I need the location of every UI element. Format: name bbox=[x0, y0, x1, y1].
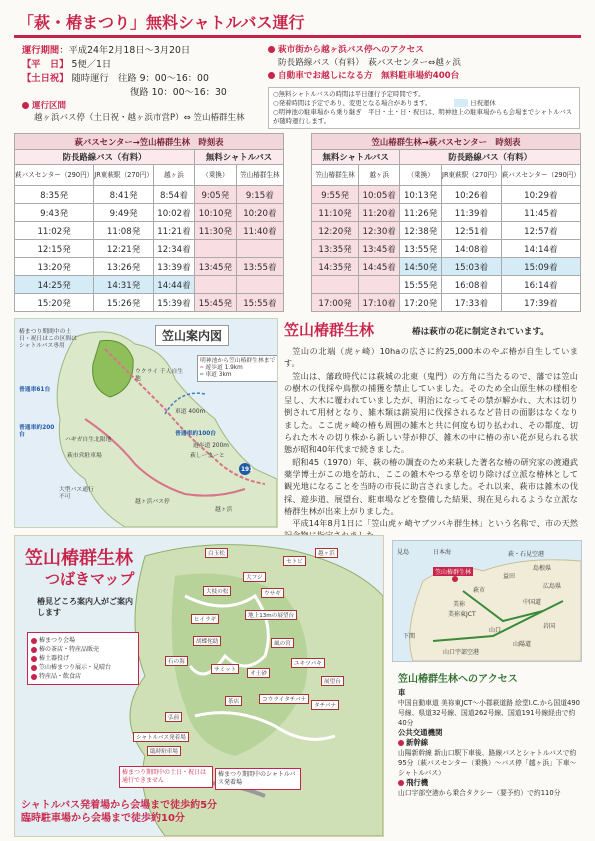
table-cell: 14:44着 bbox=[153, 276, 194, 294]
map-label: 萩しーまーと bbox=[190, 453, 225, 459]
tsubaki-map-legend bbox=[27, 632, 139, 685]
table-cell: 16:08着 bbox=[442, 276, 502, 294]
timetable-right bbox=[311, 133, 581, 312]
timetable-left bbox=[14, 133, 284, 312]
area-label: 萩・石見空港 bbox=[508, 551, 545, 558]
car-text: 中国自動車道 美祢東JCT～小郡萩道路 絵堂I.C.から国道490号線、県道32号線、国道262号線、国道191号線経由で約40分 bbox=[398, 699, 581, 727]
area-label: 島根県 bbox=[533, 565, 552, 572]
area-label: 山陽道 bbox=[513, 641, 532, 648]
table-left-title: 萩バスセンター→笠山椿群生林 時刻表 bbox=[15, 134, 284, 150]
map-spot: タチバナ bbox=[311, 700, 339, 710]
table-cell: 9:49発 bbox=[94, 204, 154, 222]
map-label: 遊歩道 200m bbox=[193, 443, 229, 449]
table-cell: 14:08着 bbox=[442, 240, 502, 258]
area-label: 萩市 bbox=[473, 587, 486, 594]
route-section bbox=[22, 100, 262, 124]
area-label: 山口宇部空港 bbox=[443, 649, 480, 656]
legend-item: 笠山椿まつり展示・見晴台 bbox=[39, 664, 112, 671]
table-row bbox=[312, 204, 581, 222]
table-cell: 8:41発 bbox=[94, 186, 154, 204]
table-cell: 15:55着 bbox=[236, 294, 283, 312]
table-cell: 12:20発 bbox=[312, 222, 359, 240]
map-label: ウクライ 千人自生地 bbox=[135, 369, 184, 382]
tsubaki-map-notice2: 椿まつり期間中のシャトルバス発着場 bbox=[215, 768, 301, 790]
access-line2: 防長路線バス（有料） 萩バスセンター⇔越ヶ浜 bbox=[278, 58, 462, 68]
area-map bbox=[392, 540, 582, 662]
col-header: 笠山椿群生林 bbox=[312, 165, 359, 186]
tsubaki-map-notice: 椿まつり期間中の土日・祝日は通行できません bbox=[119, 766, 213, 788]
table-row bbox=[15, 276, 284, 294]
table-row bbox=[15, 204, 284, 222]
pin-icon bbox=[268, 46, 275, 53]
area-label-highlight: 笠山椿群生林 bbox=[435, 569, 472, 576]
table-cell: 12:57着 bbox=[501, 222, 580, 240]
paragraph: 平成14年8月1日に「笠山虎ヶ崎ヤブツバキ群生林」という名称で、市の天然 bbox=[292, 518, 578, 529]
col-header: 萩バスセンター（290円） bbox=[501, 165, 580, 186]
col-header: JR東萩駅（270円） bbox=[442, 165, 502, 186]
table-row bbox=[15, 294, 284, 312]
area-label: 美祢東JCT bbox=[448, 611, 476, 618]
table-left-group-a: 防長路線バス（有料） bbox=[15, 150, 195, 165]
map-spot: オ土砂 bbox=[247, 668, 270, 678]
table-cell: 12:30着 bbox=[359, 222, 400, 240]
notes-box: ○無料シャトルバスの時間は平日運行予定時間です。 ○発着時間は予定であり、変更となる場合があります。 日祝運休 ○明神池の駐車場から乗り継ぎ 平日・土・日・祝日は、明神池上の駐車場からも会場までシャトルバスが随時運行します。 bbox=[268, 87, 580, 129]
area-label: 日本海 bbox=[433, 549, 452, 556]
route-label: 運行区間 bbox=[32, 101, 67, 111]
page-title: 「萩・椿まつり」無料シャトルバス運行 bbox=[18, 13, 305, 32]
table-cell: 9:05発 bbox=[195, 186, 237, 204]
map-spot: ユキツバキ bbox=[291, 658, 325, 668]
map-spot: 風の宮 bbox=[271, 638, 294, 648]
table-cell: 17:00発 bbox=[312, 294, 359, 312]
table-cell bbox=[312, 276, 359, 294]
table-row bbox=[312, 240, 581, 258]
area-label: 広島県 bbox=[543, 583, 562, 590]
table-cell: 10:10発 bbox=[195, 204, 237, 222]
map-label: 普通車約100台 bbox=[175, 431, 217, 437]
table-cell: 9:55発 bbox=[312, 186, 359, 204]
table-cell: 11:10発 bbox=[312, 204, 359, 222]
paragraph: 笠山の北端（虎ヶ崎）10haの広さに約25,000本のやぶ椿が自生しています。 bbox=[284, 346, 578, 369]
table-cell: 10:29着 bbox=[501, 186, 580, 204]
area-map-drawing bbox=[393, 541, 581, 661]
table-right-group-a: 無料シャトルバス bbox=[312, 150, 400, 165]
table-cell: 13:20発 bbox=[15, 258, 94, 276]
table-cell: 13:55着 bbox=[236, 258, 283, 276]
table-cell: 13:35発 bbox=[312, 240, 359, 258]
table-cell: 15:55発 bbox=[400, 276, 442, 294]
table-cell: 15:45発 bbox=[195, 294, 237, 312]
map-label: 車道 3km bbox=[205, 372, 232, 378]
walk-line-1: シャトルバス発着場から会場まで徒歩約5分 bbox=[21, 800, 218, 811]
table-cell: 10:02着 bbox=[153, 204, 194, 222]
table-cell: 15:39着 bbox=[153, 294, 194, 312]
car-label: 車 bbox=[398, 688, 406, 697]
table-cell: 11:45着 bbox=[501, 204, 580, 222]
map-label: 普通車約200台 bbox=[19, 425, 55, 438]
table-cell: 11:30発 bbox=[195, 222, 237, 240]
paragraph: 昭和45（1970）年、萩の椿の調査のため来萩した著名な椿の研究家の渡邉武薬学博士がこの地を訪れ、ここの雑木やつる草を切り除けば立派な椿林として観光地になることを当時の市長に助言されました。それ以来、萩市は雑木の伐採、遊歩道、展望台、駐車場などを整備した結果、現在見られるような立派な椿群生林が出来上がりました。 bbox=[284, 456, 578, 516]
map-spot: 大枝の松 bbox=[203, 586, 231, 596]
table-row bbox=[312, 186, 581, 204]
table-cell: 10:05着 bbox=[359, 186, 400, 204]
walk-line-2: 臨時駐車場から会場まで徒歩約10分 bbox=[21, 813, 185, 824]
table-cell bbox=[195, 276, 237, 294]
table-cell: 10:13発 bbox=[400, 186, 442, 204]
shinkansen-label: 新幹線 bbox=[406, 738, 429, 747]
table-cell: 11:40着 bbox=[236, 222, 283, 240]
map-spot: 越ヶ浜 bbox=[315, 548, 338, 558]
col-header: JR東萩駅（270円） bbox=[94, 165, 154, 186]
period-value: ：平成24年2月18日～3月20日 bbox=[59, 45, 191, 56]
legend-item: 椿まつり会場 bbox=[39, 637, 76, 644]
table-row bbox=[15, 240, 284, 258]
table-cell: 10:20着 bbox=[236, 204, 283, 222]
table-cell: 8:54着 bbox=[153, 186, 194, 204]
table-cell: 17:20発 bbox=[400, 294, 442, 312]
pin-icon bbox=[22, 102, 29, 109]
table-cell bbox=[236, 276, 283, 294]
out-label: 往路 bbox=[117, 73, 137, 84]
kasayama-note: 椿は萩市の花に制定されています。 bbox=[412, 327, 549, 337]
map-label: 普通車61台 bbox=[19, 387, 51, 393]
car-icon bbox=[268, 72, 275, 79]
tsubaki-map-title: 笠山椿群生林 bbox=[25, 548, 133, 569]
table-right-title: 笠山椿群生林→萩バスセンター 時刻表 bbox=[312, 134, 581, 150]
table-cell: 11:21着 bbox=[153, 222, 194, 240]
shinkansen-text: 山陽新幹線 新山口駅下車後、路線バスとシャトルバスで約95分（萩バスセンター（乗換）～バス停「越ヶ浜」下車～シャトルバス） bbox=[398, 749, 577, 777]
access-info bbox=[398, 688, 580, 798]
table-cell: 12:15発 bbox=[15, 240, 94, 258]
table-row bbox=[15, 222, 284, 240]
table-cell: 17:33着 bbox=[442, 294, 502, 312]
paragraph: 笠山は、藩政時代には萩城の北東（鬼門）の方角に当たるので、藩では笠山の樹木の伐採や鳥獣の捕獲を禁止していました。そのため全山原生林の様相を呈し、大木に覆われていましたが、明治になってその禁が解かれ、大木は切り倒されて用材となり、雑木類は薪炭用に伐採されるなど昔日の面影はなくなりました。ここ虎ヶ崎の椿も周囲の雑木と共に何度も切り払われ、その都度、切られた木々の切り株から新しい芽が伸び、雑木の中に椿の赤い花が見られる状態が昭和40年代まで続きました。 bbox=[284, 370, 578, 455]
legend-item: 特産品・飲食店 bbox=[39, 673, 82, 680]
holiday-value: 随時運行 bbox=[71, 73, 109, 84]
map-label: 萩市営駐車場 bbox=[67, 453, 102, 459]
map-spot: 茶店 bbox=[225, 696, 242, 706]
col-header: 越ヶ浜 bbox=[359, 165, 400, 186]
area-label: 山口 bbox=[489, 627, 502, 634]
table-cell: 15:26発 bbox=[94, 294, 154, 312]
table-cell: 11:39着 bbox=[442, 204, 502, 222]
area-label: 中国道 bbox=[523, 599, 542, 606]
note-1: 無料シャトルバスの時間は平日運行予定時間です。 bbox=[278, 90, 425, 98]
table-cell: 17:10着 bbox=[359, 294, 400, 312]
map-route-legend: 明神池から笠山椿群生林まで ━ 遊歩道 1.9km ━ 車道 3km bbox=[197, 355, 278, 382]
map-spot: 白玉松 bbox=[205, 548, 228, 558]
weekday-label: 【平 日】 bbox=[22, 59, 69, 70]
service-period bbox=[22, 44, 227, 100]
map-spot: ウサギ bbox=[261, 588, 284, 598]
table-cell: 11:20着 bbox=[359, 204, 400, 222]
table-row bbox=[312, 294, 581, 312]
table-cell: 15:03着 bbox=[442, 258, 502, 276]
access-line3-suffix: 無料駐車場約400台 bbox=[381, 71, 460, 81]
back-label: 復路 bbox=[130, 87, 149, 98]
map-label: 車道 400m bbox=[175, 409, 206, 415]
table-cell: 11:02発 bbox=[15, 222, 94, 240]
area-label: 美祢 bbox=[453, 601, 466, 608]
map-spot: 弘前 bbox=[165, 712, 182, 722]
area-label: 岩国 bbox=[543, 623, 556, 630]
holiday-label: 【土日祝】 bbox=[22, 73, 69, 84]
table-cell: 9:43発 bbox=[15, 204, 94, 222]
table-cell: 13:55発 bbox=[400, 240, 442, 258]
note-2: 発着時間は予定であり、変更となる場合があります。 bbox=[278, 99, 429, 107]
access-info-title: 笠山椿群生林へのアクセス bbox=[398, 674, 518, 685]
table-right-group-b: 防長路線バス（有料） bbox=[400, 150, 581, 165]
route-line: 越ヶ浜バス停（土日祝・越ヶ浜市営P）⇔ 笠山椿群生林 bbox=[34, 113, 245, 123]
table-cell bbox=[236, 240, 283, 258]
table-cell bbox=[359, 276, 400, 294]
map-spot: 石の海 bbox=[165, 656, 188, 666]
map-spot: 展望台 bbox=[321, 676, 344, 686]
table-cell: 13:45着 bbox=[359, 240, 400, 258]
table-left-group-b: 無料シャトルバス bbox=[195, 150, 284, 165]
table-cell: 15:20発 bbox=[15, 294, 94, 312]
out-time: 9：00～16：00 bbox=[139, 73, 209, 84]
map-spot: ヒイラギ bbox=[191, 614, 219, 624]
table-cell: 14:50発 bbox=[400, 258, 442, 276]
weekday-value: 5便／1日 bbox=[71, 59, 112, 70]
public-label: 公共交通機関 bbox=[398, 728, 443, 737]
table-cell: 12:51着 bbox=[442, 222, 502, 240]
table-row bbox=[312, 276, 581, 294]
map-drawing bbox=[15, 319, 277, 527]
map-spot: コウライタチバナ bbox=[259, 694, 309, 704]
table-cell: 13:39着 bbox=[153, 258, 194, 276]
map-spot: 地上13mの展望台 bbox=[245, 610, 297, 620]
access-line3-prefix: 自動車でお越しになる方 bbox=[278, 71, 373, 81]
table-cell: 13:26発 bbox=[94, 258, 154, 276]
legend-item: 椿の茶店・特産品販売 bbox=[39, 646, 100, 653]
kasayama-body bbox=[284, 345, 578, 542]
table-cell bbox=[195, 240, 237, 258]
table-cell: 14:35発 bbox=[312, 258, 359, 276]
map-label: 明神池から笠山椿群生林まで bbox=[200, 358, 276, 364]
kasayama-title: 笠山椿群生林 bbox=[284, 321, 375, 339]
table-row bbox=[15, 258, 284, 276]
map-label: 越ヶ浜バス停 bbox=[135, 499, 170, 505]
col-header: （乗換） bbox=[400, 165, 442, 186]
tsubaki-map-guide: 椿見どころ案内人がご案内します bbox=[37, 597, 133, 617]
col-header: 笠山椿群生林 bbox=[236, 165, 283, 186]
table-cell: 12:34着 bbox=[153, 240, 194, 258]
table-cell: 14:14着 bbox=[501, 240, 580, 258]
table-cell: 17:39着 bbox=[501, 294, 580, 312]
table-row bbox=[15, 186, 284, 204]
note-3: 明神池の駐車場から乗り継ぎ 平日・土・日・祝日は、明神池上の駐車場からも会場までシャトルバスが随時運行します。 bbox=[273, 108, 572, 125]
tsubaki-map bbox=[14, 535, 384, 837]
map-spot: シャトルバス発着場 bbox=[133, 732, 189, 742]
table-cell: 9:15着 bbox=[236, 186, 283, 204]
table-cell: 12:38発 bbox=[400, 222, 442, 240]
plane-text: 山口宇部空港から乗合タクシー（要予約）で約110分 bbox=[398, 789, 561, 797]
map-spot: 胡蝶侘助 bbox=[193, 636, 221, 646]
back-time: 10：00～16：30 bbox=[151, 87, 227, 98]
period-label: 運行期間 bbox=[22, 45, 60, 56]
table-cell: 12:21発 bbox=[94, 240, 154, 258]
table-cell: 11:26発 bbox=[400, 204, 442, 222]
table-cell: 13:45発 bbox=[195, 258, 237, 276]
map-spot: 大フジ bbox=[243, 572, 266, 582]
map-label: 大型バス通行不可 bbox=[59, 487, 94, 500]
table-cell: 15:09着 bbox=[501, 258, 580, 276]
table-cell: 14:25発 bbox=[15, 276, 94, 294]
table-row bbox=[312, 258, 581, 276]
table-cell: 14:45着 bbox=[359, 258, 400, 276]
map-label: 遊歩道 1.9km bbox=[205, 365, 243, 371]
area-label: 見島 bbox=[397, 549, 410, 556]
map-spot: サミット bbox=[211, 664, 239, 674]
guide-map-title: 笠山案内図 bbox=[155, 325, 229, 346]
area-label: 下関 bbox=[403, 633, 416, 640]
legend-item: 椿土器投げ bbox=[39, 655, 70, 662]
note-2b: 日祝運休 bbox=[470, 99, 496, 107]
col-header: （乗換） bbox=[195, 165, 237, 186]
col-header: 萩バスセンター（290円） bbox=[15, 165, 94, 186]
kasayama-guide-map bbox=[14, 318, 278, 528]
map-label: 越ヶ浜 bbox=[215, 507, 233, 513]
table-cell: 11:08発 bbox=[94, 222, 154, 240]
col-header: 越ヶ浜 bbox=[153, 165, 194, 186]
map-label: ハギガ自生北限地 bbox=[65, 437, 112, 443]
map-label: 椿まつり期間中の土日・祝日はこの区間はシャトルバス専用 bbox=[19, 329, 77, 349]
table-cell: 14:31発 bbox=[94, 276, 154, 294]
table-row bbox=[312, 222, 581, 240]
walk-times bbox=[21, 799, 217, 825]
title-underline bbox=[14, 35, 581, 38]
access-line1: 萩市街から越ヶ浜バス停へのアクセス bbox=[278, 45, 424, 55]
map-spot: セトビ bbox=[283, 556, 306, 566]
route-191-badge: 191 bbox=[241, 467, 254, 473]
area-label: 益田 bbox=[503, 573, 516, 580]
table-cell: 16:14着 bbox=[501, 276, 580, 294]
plane-label: 飛行機 bbox=[406, 778, 429, 787]
tsubaki-map-subtitle: つばきマップ bbox=[45, 570, 135, 588]
table-cell: 8:35発 bbox=[15, 186, 94, 204]
map-spot: 臨時駐車場 bbox=[147, 746, 181, 756]
table-cell: 10:26着 bbox=[442, 186, 502, 204]
access-section bbox=[268, 44, 578, 83]
